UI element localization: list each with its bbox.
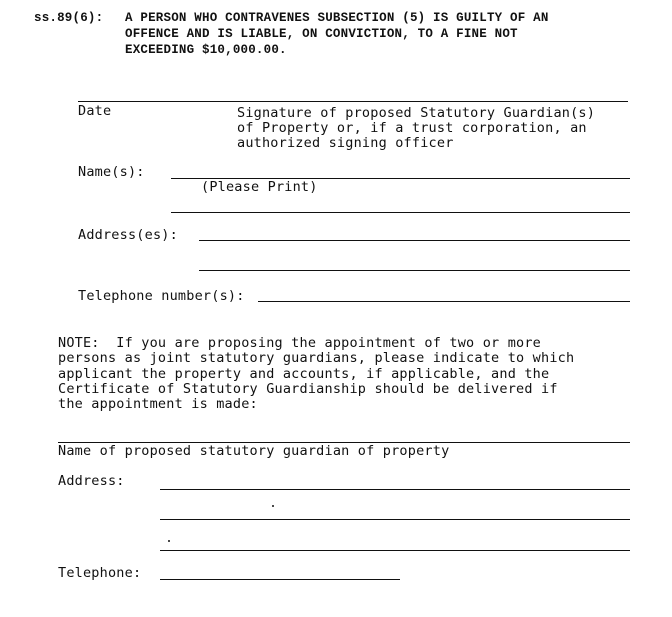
note-line-1: NOTE: If you are proposing the appointment of two or more xyxy=(58,335,542,351)
note-line-5: the appointment is made: xyxy=(58,396,258,412)
telephone-field-line[interactable] xyxy=(258,301,630,302)
address-field-line-2[interactable] xyxy=(199,270,630,271)
signature-label-line-1: Signature of proposed Statutory Guardian(s) xyxy=(237,105,596,121)
warning-line-3: EXCEEDING $10,000.00. xyxy=(125,43,287,57)
address-field-line[interactable] xyxy=(199,240,630,241)
speck-mark xyxy=(168,540,170,542)
delivery-address-line-3[interactable] xyxy=(160,550,630,551)
telephone-label: Telephone number(s): xyxy=(78,288,245,304)
note-line-2: persons as joint statutory guardians, please indicate to which xyxy=(58,350,575,366)
date-label: Date xyxy=(78,103,112,119)
section-reference: ss.89(6): xyxy=(34,11,104,25)
delivery-telephone-line[interactable] xyxy=(160,579,400,580)
name-field-line-2[interactable] xyxy=(171,212,630,213)
delivery-address-line-2[interactable] xyxy=(160,519,630,520)
note-line-3: applicant the property and accounts, if applicable, and the xyxy=(58,366,550,382)
warning-line-2: OFFENCE AND IS LIABLE, ON CONVICTION, TO A FINE NOT xyxy=(125,27,518,41)
note-line-4: Certificate of Statutory Guardianship should be delivered if xyxy=(58,381,558,397)
signature-label-line-3: authorized signing officer xyxy=(237,135,454,151)
name-label: Name(s): xyxy=(78,164,145,180)
please-print-label: (Please Print) xyxy=(201,179,318,195)
signature-label-line-2: of Property or, if a trust corporation, an xyxy=(237,120,587,136)
guardian-name-label: Name of proposed statutory guardian of property xyxy=(58,443,450,459)
speck-mark xyxy=(272,505,274,507)
address-label: Address(es): xyxy=(78,227,178,243)
delivery-address-label: Address: xyxy=(58,473,125,489)
delivery-address-line-1[interactable] xyxy=(160,489,630,490)
warning-line-1: A PERSON WHO CONTRAVENES SUBSECTION (5) IS GUILTY OF AN xyxy=(125,11,549,25)
date-signature-line[interactable] xyxy=(78,101,628,102)
delivery-telephone-label: Telephone: xyxy=(58,565,142,581)
